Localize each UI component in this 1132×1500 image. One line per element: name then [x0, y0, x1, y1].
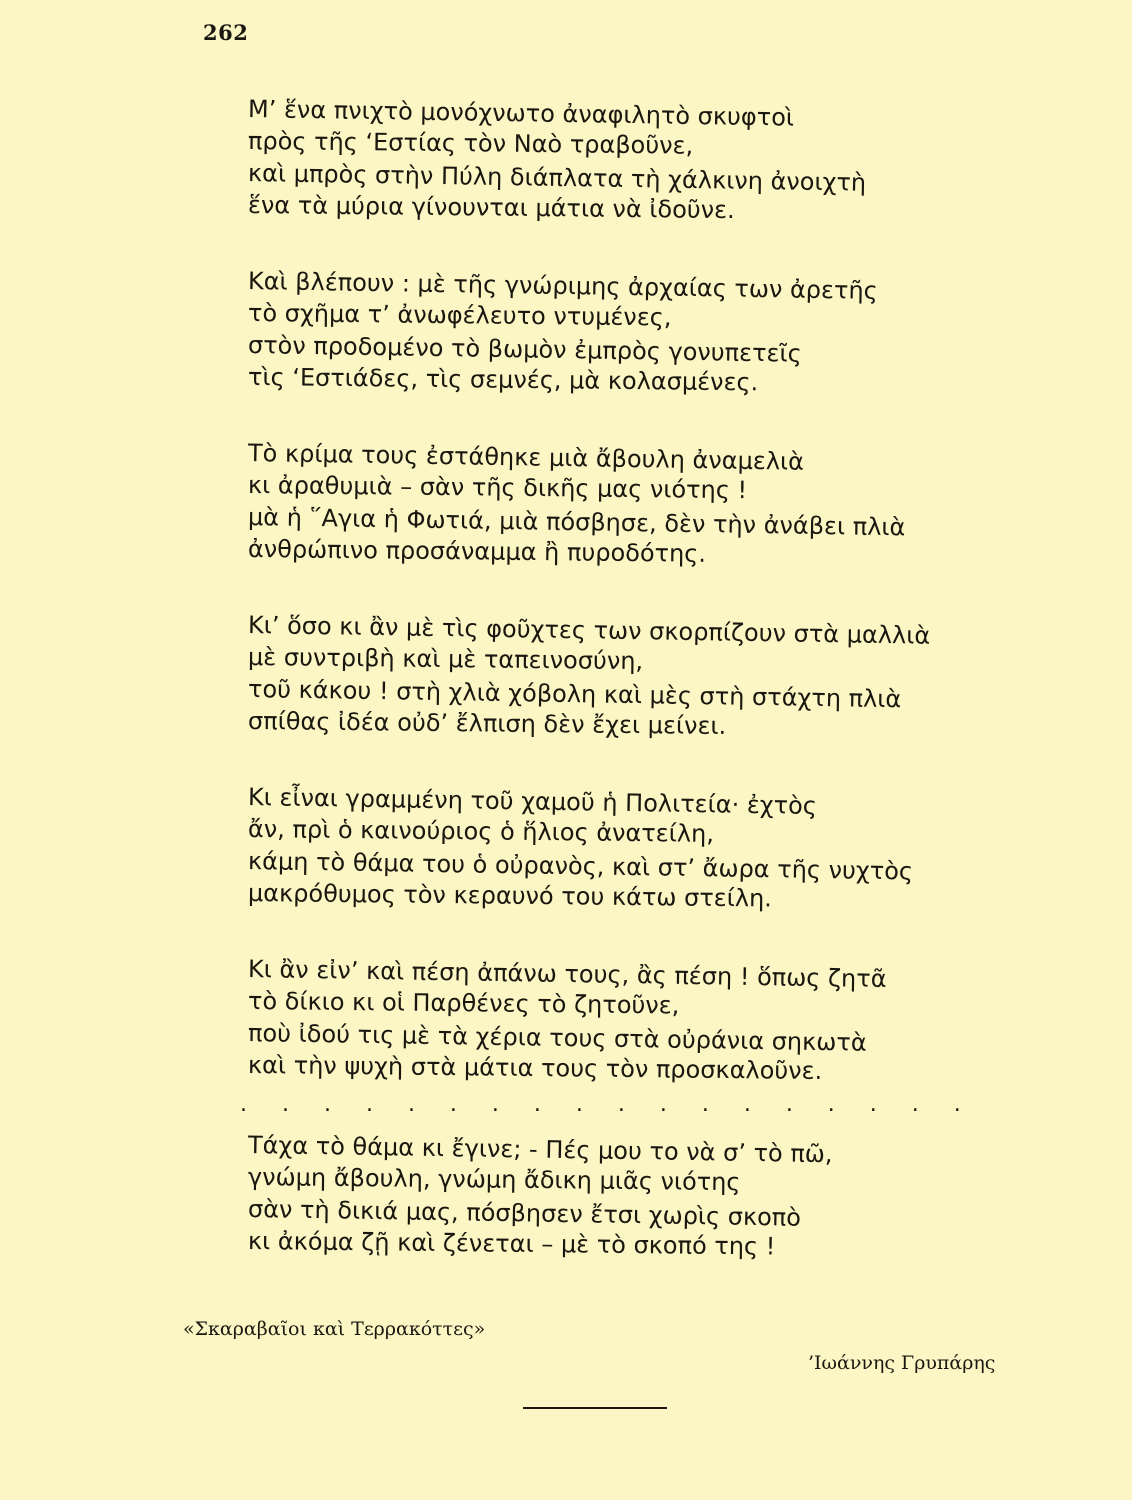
poem-line: ἄν, πρὶ ὁ καινούριος ὁ ἥλιος ἀνατείλη,: [247, 815, 715, 848]
author-name: ’Ιωάννης Γρυπάρης: [808, 1352, 996, 1374]
stanza-2: [247, 265, 968, 397]
poem-line: Μ’ ἕνα πνιχτὸ μονόχνωτο ἀναφιλητὸ σκυφτοὶ: [247, 95, 795, 132]
page-number: 262: [203, 20, 249, 45]
stanza-4: [247, 609, 968, 741]
stanza-1: [247, 93, 968, 225]
poem-line: τὶς ‘Εστιάδες, τὶς σεμνές, μὰ κολασμένες.: [247, 363, 759, 397]
poem-line: Κι’ ὅσο κι ἂν μὲ τὶς φοῦχτες των σκορπίζουν στὰ μαλλιὰ: [247, 611, 931, 650]
poem-line: Τὸ κρίμα τους ἐστάθηκε μιὰ ἄβουλη ἀναμελιὰ: [247, 439, 805, 476]
poem-line: τὸ σχῆμα τ’ ἀνωφέλευτο ντυμένες,: [247, 299, 672, 332]
poem-line: Κι ἂν εἰν’ καὶ πέση ἀπάνω τους, ἂς πέση ! ὅπως ζητᾶ: [247, 955, 887, 994]
poem-line: καὶ τὴν ψυχὴ στὰ μάτια τους τὸν προσκαλοῦνε.: [247, 1051, 823, 1086]
poem-line: κι ἀραθυμιὰ – σὰν τῆς δικῆς μας νιότης !: [247, 471, 748, 505]
poem-line: σὰν τὴ δικιά μας, πόσβησεν ἔτσι χωρὶς σκοπὸ: [247, 1195, 802, 1232]
poem-line: Καὶ βλέπουν : μὲ τῆς γνώριμης ἀρχαίας των ἀρετῆς: [247, 267, 878, 305]
poem-line: πρὸς τῆς ‘Εστίας τὸν Ναὸ τραβοῦνε,: [247, 127, 694, 160]
stanza-3: [247, 437, 968, 568]
poem-line: στὸν προδομένο τὸ βωμὸν ἐμπρὸς γονυπετεῖς: [247, 331, 802, 368]
poem-line: καὶ μπρὸς στὴν Πύλη διάπλατα τὴ χάλκινη ἀνοιχτὴ: [247, 159, 867, 197]
poem-line: ἀνθρώπινο προσάναμμα ἢ πυροδότης.: [247, 535, 707, 568]
poem-line: μακρόθυμος τὸν κεραυνό του κάτω στείλη.: [247, 879, 773, 913]
poem-line: μὲ συντριβὴ καὶ μὲ ταπεινοσύνη,: [247, 643, 644, 676]
stanza-separator: . . . . . . . . . . . . . . . . . .: [240, 1092, 975, 1117]
stanza-6: [247, 953, 968, 1086]
poem-line: μὰ ἡ ῞Αγια ἡ Φωτιά, μιὰ πόσβησε, δὲν τὴν ἀνάβει πλιὰ: [247, 503, 906, 542]
poem-line: ποὺ ἰδού τις μὲ τὰ χέρια τους στὰ οὐράνια σηκωτὰ: [247, 1019, 867, 1057]
stanza-5: [247, 781, 968, 913]
poem-line: Κι εἶναι γραμμένη τοῦ χαμοῦ ἡ Πολιτεία· ἐχτὸς: [247, 783, 818, 820]
poem-line: κάμη τὸ θάμα του ὁ οὐρανὸς, καὶ στ’ ἄωρα τῆς νυχτὸς: [247, 847, 914, 886]
source-citation: «Σκαραβαῖοι καὶ Τερρακόττες»: [183, 1318, 486, 1340]
poem-line: τὸ δίκιο κι οἱ Παρθένες τὸ ζητοῦνε,: [247, 987, 680, 1020]
poem-line: τοῦ κάκου ! στὴ χλιὰ χόβολη καὶ μὲς στὴ στάχτη πλιὰ: [247, 675, 902, 714]
poem-line: κι ἀκόμα ζῇ καὶ ζένεται – μὲ τὸ σκοπό της !: [247, 1227, 776, 1261]
closing-rule: [523, 1407, 667, 1409]
stanza-7: [247, 1129, 968, 1261]
poem-line: Τάχα τὸ θάμα κι ἔγινε; - Πές μου το νὰ σ’ τὸ πῶ,: [247, 1131, 833, 1169]
poem-line: γνώμη ἄβουλη, γνώμη ἄδικη μιᾶς νιότης: [247, 1163, 741, 1197]
poem: [240, 93, 975, 1301]
poem-line: σπίθας ἰδέα οὐδ’ ἔλπιση δὲν ἔχει μείνει.: [247, 707, 727, 741]
poem-line: ἕνα τὰ μύρια γίνουνται μάτια νὰ ἰδοῦνε.: [247, 191, 735, 225]
